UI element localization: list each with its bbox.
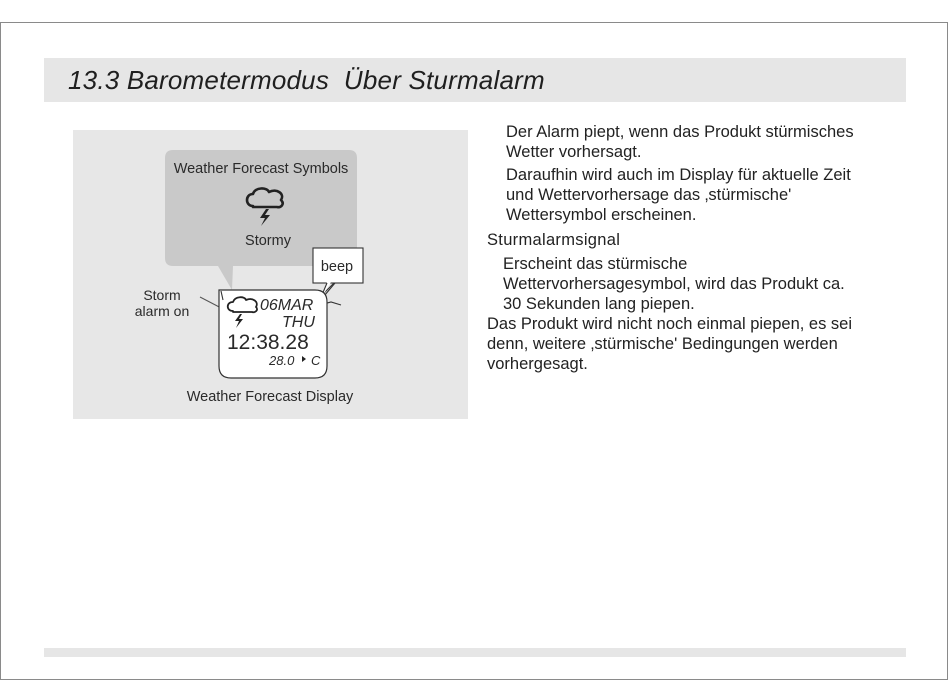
section-title: 13.3 Barometermodus Über Sturmalarm (68, 65, 545, 95)
storm-label-line1: Storm (143, 287, 181, 303)
footer-bar (44, 648, 906, 657)
symbol-label: Stormy (245, 233, 291, 249)
lcd-unit: C (311, 353, 321, 368)
paragraph-repeat: Das Produkt wird nicht noch einmal piepen, es sei denn, weitere ‚stürmische' Bedingungen werden vorhergesagt. (487, 315, 853, 373)
symbols-heading: Weather Forecast Symbols (173, 161, 349, 177)
beep-label: beep (320, 259, 354, 275)
lcd-time: 12:38.28 (227, 331, 309, 354)
lcd-date: 06MAR (260, 297, 314, 314)
weather-display-illustration (73, 130, 468, 419)
subheading: Sturmalarmsignal (487, 231, 621, 249)
lcd-weekday: THU (282, 314, 315, 331)
figure-caption: Weather Forecast Display (186, 389, 354, 405)
section-header (44, 58, 906, 102)
storm-label-line2: alarm on (134, 303, 190, 319)
lcd-pressure: 28.0 (269, 353, 295, 368)
paragraph-alarm: Der Alarm piept, wenn das Produkt stürmisches Wetter vorhersagt. (506, 123, 854, 161)
figure-panel (73, 130, 468, 419)
paragraph-display: Daraufhin wird auch im Display für aktuelle Zeit und Wettervorhersage das ‚stürmische' Wettersymbol erscheinen. (506, 166, 851, 224)
paragraph-signal: Erscheint das stürmische Wettervorhersagesymbol, wird das Produkt ca. 30 Sekunden lang piepen. (503, 255, 845, 313)
